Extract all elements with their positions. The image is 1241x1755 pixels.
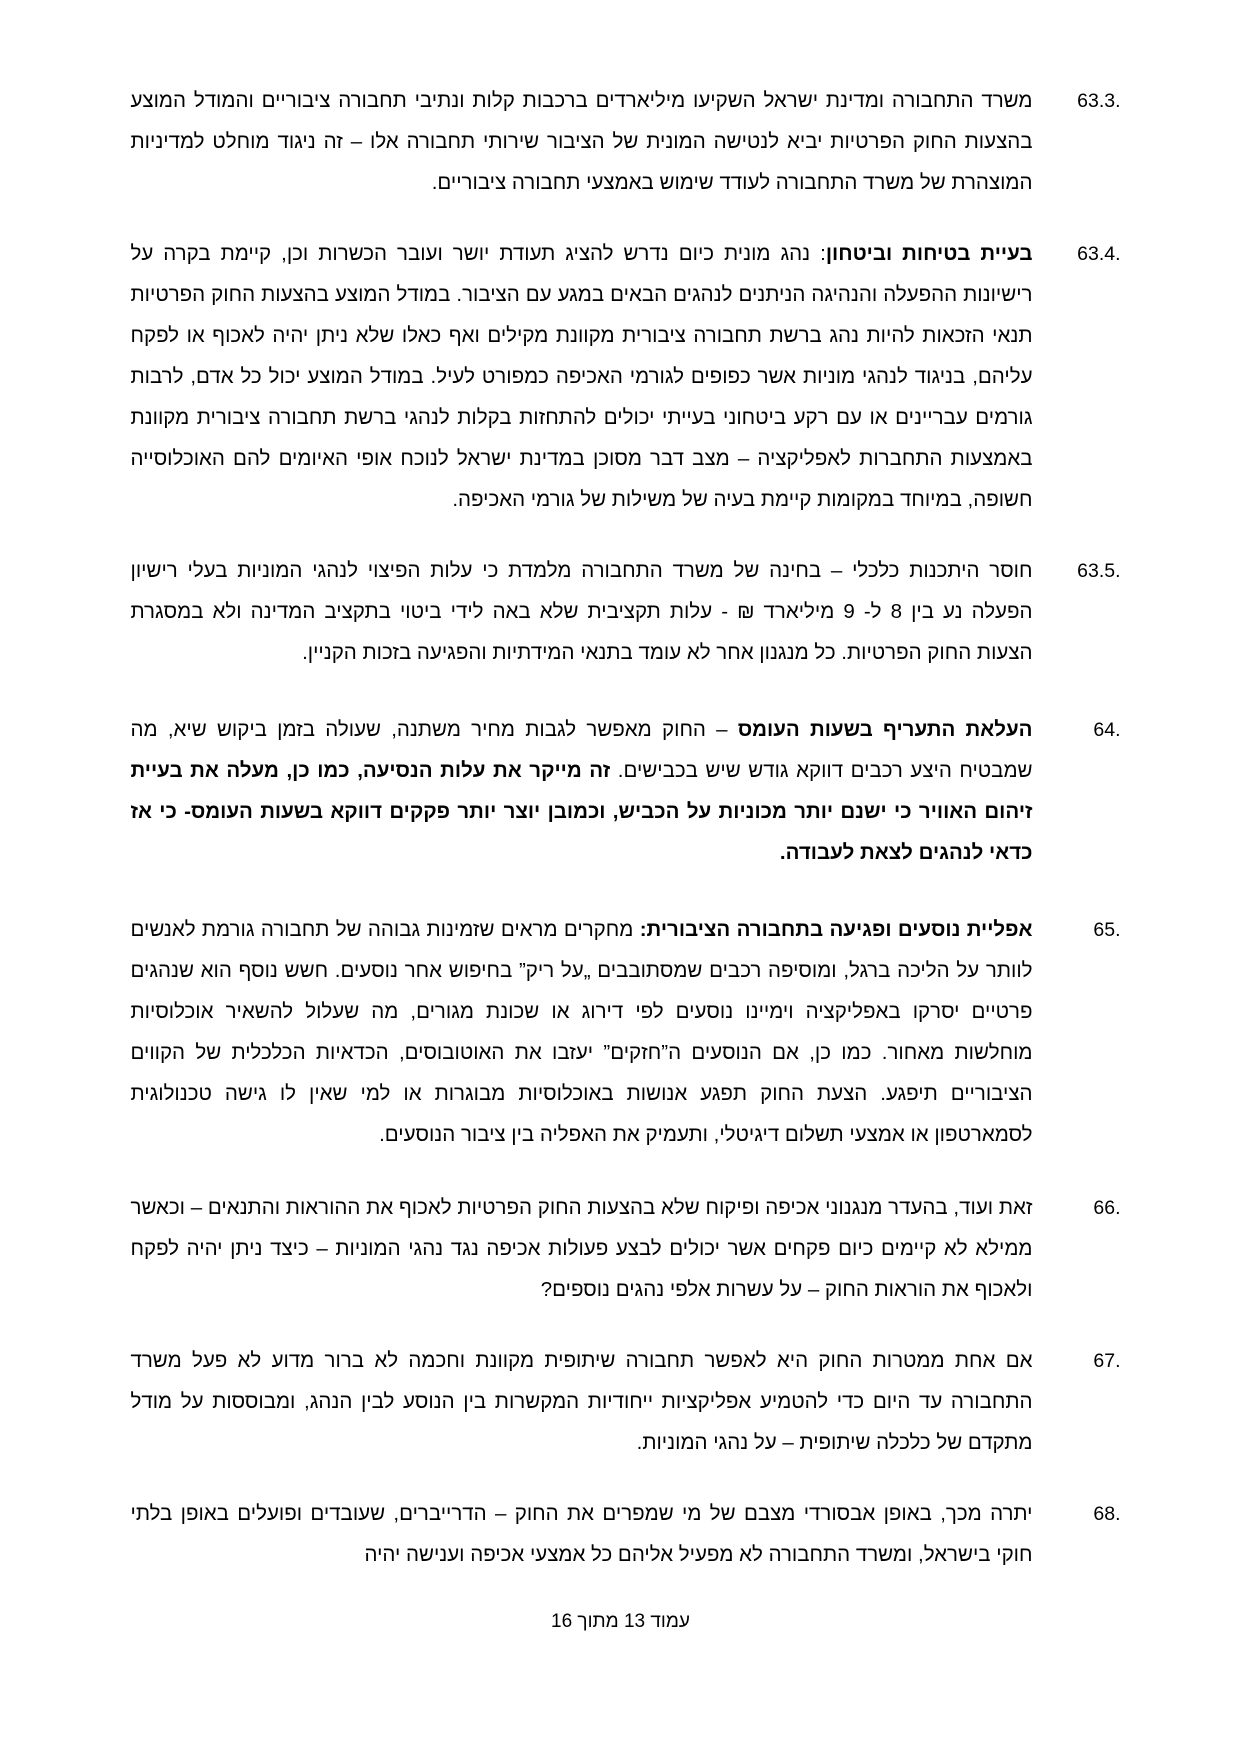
clause-text [121,1493,1033,1575]
clause-text [121,550,1033,673]
clause-number: 67. [1093,1350,1121,1372]
clause-text [121,1187,1033,1310]
clause-heading: אפליית נוסעים ופגיעה בתחבורה הציבורית: [639,918,1033,941]
clause-66 [121,1187,1121,1310]
clause-number: 65. [1093,919,1121,941]
clause-63-4 [121,233,1121,520]
clause-number: 66. [1093,1197,1121,1219]
clause-body: מחקרים מראים שזמינות גבוהה של תחבורה גורמת לאנשים לוותר על הליכה ברגל, ומוסיפה רכבים שמסתובבים „על ריק” בחיפוש אחר נוסעים. חשש נוסף הוא שנהגים פרטיים יסרקו באפליקציה וימיינו נוסעים לפי דירוג או שכונת מגורים, מה שעלול להשאיר אוכלוסיות מוחלשות מאחור. כמו כן, אם הנוסעים ה”חזקים” יעזבו את האוטובוסים, הכדאיות הכלכלית של הקווים הציבוריים תיפגע. הצעת החוק תפגע אנושות באוכלוסיות מבוגרות או למי שאין לו גישה טכנולוגית לסמארטפון או אמצעי תשלום דיגיטלי, ותעמיק את האפליה בין ציבור הנוסעים. [130,918,1033,1146]
clause-body: אם אחת ממטרות החוק היא לאפשר תחבורה שיתופית מקוונת וחכמה לא ברור מדוע לא פעל משרד התחבורה עד היום כדי להטמיע אפליקציות ייחודיות המקשרות בין הנוסע לבין הנהג, ומבוססות על מודל מתקדם של כלכלה שיתופית – על נהגי המוניות. [130,1349,1033,1454]
clause-text [121,1340,1033,1463]
clause-body: חוסר היתכנות כלכלי – בחינה של משרד התחבורה מלמדת כי עלות הפיצוי לנהגי המוניות בעלי רישיון הפעלה נע בין 8 ל- 9 מיליארד ₪ - עלות תקציבית שלא באה לידי ביטוי בתקציב המדינה ולא במסגרת הצעות החוק הפרטיות. כל מנגנון אחר לא עומד בתנאי המידתיות והפגיעה בזכות הקניין. [130,559,1033,664]
clause-body-emphasis: זה מייקר את עלות הנסיעה, כמו כן, מעלה את בעיית זיהום האוויר כי ישנם יותר מכוניות על הכביש, וכמובן יוצר יותר פקקים דווקא בשעות העומס- כי אז כדאי לנהגים לצאת לעבודה. [130,759,1033,864]
clause-number: 63.5. [1077,560,1121,582]
clause-heading: בעיית בטיחות וביטחון [825,242,1033,265]
page-footer: עמוד 13 מתוך 16 [551,1611,690,1632]
clause-text [121,909,1033,1155]
clause-68 [121,1493,1121,1575]
clause-body: יתרה מכך, באופן אבסורדי מצבם של מי שמפרים את החוק – הדרייברים, שעובדים ופועלים באופן בלתי חוקי בישראל, ומשרד התחבורה לא מפעיל אליהם כל אמצעי אכיפה וענישה יהיה [130,1502,1033,1566]
clause-body: זאת ועוד, בהעדר מנגנוני אכיפה ופיקוח שלא בהצעות החוק הפרטיות לאכוף את ההוראות והתנאים – וכאשר ממילא לא קיימים כיום פקחים אשר יכולים לבצע פעולות אכיפה נגד נהגי המוניות – כיצד ניתן יהיה לפקח ולאכוף את הוראות החוק – על עשרות אלפי נהגים נוספים? [130,1196,1033,1301]
clause-64 [121,709,1121,873]
clause-63-3 [121,80,1121,203]
clause-body-lead: – החוק מאפשר לגבות מחיר משתנה, שעולה בזמן ביקוש שיא, מה שמבטיח היצע רכבים דווקא גודש שיש בכבישים. [130,718,1033,782]
clause-67 [121,1340,1121,1463]
clause-number: 64. [1093,719,1121,741]
clause-text [121,709,1033,873]
document-body [121,80,1121,1575]
clause-body: : נהג מונית כיום נדרש להציג תעודת יושר ועובר הכשרות וכן, קיימת בקרה על רישיונות ההפעלה והנהיגה הניתנים לנהגים הבאים במגע עם הציבור. במודל המוצע בהצעות החוק הפרטיות תנאי הזכאות להיות נהג ברשת תחבורה ציבורית מקוונת מקילים ואף כאלו שלא ניתן יהיה לאכוף או לפקח עליהם, בניגוד לנהגי מוניות אשר כפופים לגורמי האכיפה כמפורט לעיל. במודל המוצע יכול כל אדם, לרבות גורמים עבריינים או עם רקע ביטחוני בעייתי יכולים להתחזות בקלות לנהגי ברשת תחבורה ציבורית מקוונת באמצעות התחברות לאפליקציה – מצב דבר מסוכן במדינת ישראל לנוכח אופי האיומים להם האוכלוסייה חשופה, במיוחד במקומות קיימת בעיה של משילות של גורמי האכיפה. [130,242,1033,511]
clause-text [121,80,1033,203]
clause-number: 63.4. [1077,243,1121,265]
clause-heading: העלאת התעריף בשעות העומס [737,718,1033,741]
clause-body: משרד התחבורה ומדינת ישראל השקיעו מיליארדים ברכבות קלות ונתיבי תחבורה ציבוריים והמודל המוצע בהצעות החוק הפרטיות יביא לנטישה המונית של הציבור שירותי תחבורה אלו – זה ניגוד מוחלט למדיניות המוצהרת של משרד התחבורה לעודד שימוש באמצעי תחבורה ציבוריים. [130,89,1033,194]
clause-number: 63.3. [1077,90,1121,112]
clause-63-5 [121,550,1121,673]
clause-65 [121,909,1121,1155]
clause-text [121,233,1033,520]
clause-number: 68. [1093,1503,1121,1525]
